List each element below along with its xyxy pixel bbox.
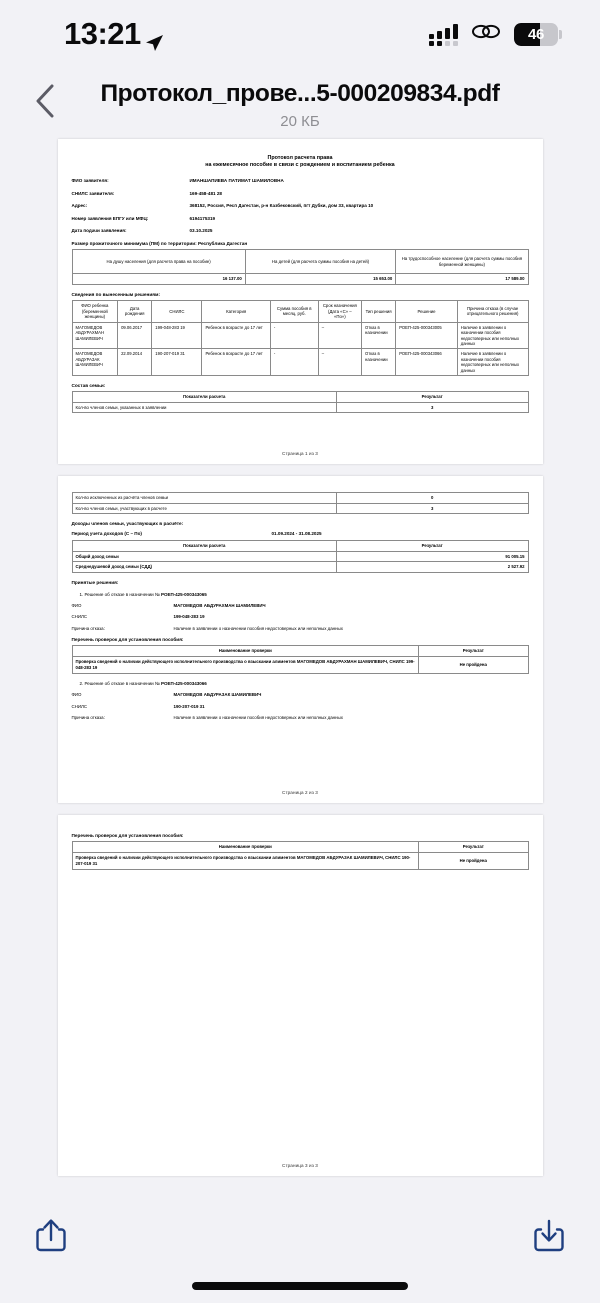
status-bar	[0, 0, 600, 68]
pm-header-0: На душу населения (для расчета права на пособие)	[72, 250, 245, 274]
field-snils-label: СНИЛС заявителя:	[71, 190, 115, 196]
table-header-row	[72, 392, 528, 403]
field-fio	[72, 178, 529, 184]
page-footer: Страница 2 из 3	[282, 790, 318, 795]
decision-2-snils-label: СНИЛС	[71, 703, 88, 709]
dec-cell-birth: 22.09.2014	[118, 349, 152, 376]
table-row	[72, 562, 528, 573]
location-arrow-icon	[144, 25, 164, 45]
family-cont-row-name: Кол-во членов семьи, участвующих в расчете	[72, 503, 336, 514]
decision-1-snils-value: 199-048-283 19	[173, 614, 205, 620]
decision-1-fio	[72, 603, 529, 609]
checks-header-1: Результат	[419, 842, 528, 853]
checks-table-1	[72, 645, 529, 674]
table-header-row	[72, 301, 528, 323]
table-header-row	[72, 646, 528, 657]
dec-cell-decision: РОЕП-425-000343066	[396, 349, 458, 376]
income-period	[72, 530, 529, 537]
decision-1-reason	[72, 626, 529, 632]
family-header-0: Показатели расчета	[72, 392, 336, 403]
checks-table-2	[72, 841, 529, 870]
dec-header-reason: Причина отказа (в случае отрицательного решения)	[457, 301, 528, 323]
decisions-table	[72, 300, 529, 376]
field-application-date-label: Дата подачи заявления:	[71, 228, 127, 233]
income-period-value: 01.09.2024 - 31.08.2025	[271, 531, 322, 537]
table-row	[72, 503, 528, 514]
dec-cell-term: –	[318, 322, 361, 349]
decision-block-1-title	[80, 591, 529, 598]
table-row	[72, 402, 528, 413]
table-row	[72, 852, 528, 869]
family-table	[72, 391, 529, 413]
document-title: Протокол расчета права на ежемесячное пособие в связи с рождением и воспитанием ребенка	[205, 155, 395, 168]
share-button[interactable]	[28, 1214, 74, 1260]
decision-1-snils-label: СНИЛС	[71, 614, 88, 620]
dec-cell-category: Ребенок в возрасте до 17 лет	[202, 349, 270, 376]
dec-cell-fio: МАГОМЕДОВ АБДУРАХМАН ШАМИЛЕВИЧ	[72, 322, 118, 349]
file-size-label: 20 КБ	[280, 113, 320, 130]
checks-heading-2: Перечень проверок для установления пособия:	[71, 833, 184, 838]
battery-level: 46	[527, 25, 545, 43]
dec-cell-type: Отказ в назначении	[362, 349, 396, 376]
dec-cell-reason: Наличие в заявлении о назначении пособия недостоверных или неполных данных	[457, 322, 528, 349]
nav-bar	[0, 68, 600, 134]
table-header-row	[72, 842, 528, 853]
dec-header-snils: СНИЛС	[152, 301, 202, 323]
table-row	[72, 657, 528, 674]
field-address-label: Адрес:	[71, 203, 88, 208]
dec-cell-category: Ребенок в возрасте до 17 лет	[202, 322, 270, 349]
field-snils-value: 169-458-481 28	[189, 190, 222, 196]
table-row	[72, 322, 528, 349]
decision-2-reason-value: Наличие в заявлении о назначении пособия недостоверных или неполных данных	[173, 715, 343, 721]
dec-cell-type: Отказ в назначении	[362, 322, 396, 349]
table-row	[72, 493, 528, 504]
field-address	[72, 203, 529, 209]
family-cont-row-value: 0	[336, 493, 528, 504]
dec-header-decision: Решение	[396, 301, 458, 323]
dec-header-category: Категория	[202, 301, 270, 323]
family-header-1: Результат	[336, 392, 528, 403]
dec-cell-amount: -	[270, 322, 318, 349]
family-heading: Состав семьи:	[71, 383, 106, 389]
pm-header-1: На детей (для расчета суммы пособия на детей)	[245, 250, 395, 274]
bottom-toolbar	[0, 1200, 600, 1303]
page-footer: Страница 3 из 3	[282, 1163, 318, 1168]
pdf-page-1	[58, 139, 543, 464]
income-period-label: Период учета доходов (С – По)	[71, 531, 142, 537]
table-header-row	[72, 541, 528, 552]
decision-1-snils	[72, 614, 529, 620]
page-title: Протокол_прове...5-000209834.pdf	[100, 80, 500, 107]
pdf-page-3	[58, 815, 543, 1176]
checks-header-0: Наименование проверки	[72, 842, 419, 853]
field-application-number-label: Номер заявления ЕПГУ или МФЦ:	[71, 215, 149, 221]
field-application-date-value: 03.10.2025	[189, 228, 213, 233]
income-row-value: 2 527.92	[336, 562, 528, 573]
pm-value-0: 16 137.00	[72, 274, 245, 285]
dec-cell-snils: 190-207-019 31	[152, 349, 202, 376]
status-bar-time: 13:21	[64, 16, 141, 51]
decision-1-prefix: 1. Решение об отказе в назначении №	[79, 591, 160, 597]
dec-cell-birth: 09.06.2017	[118, 322, 152, 349]
dec-cell-reason: Наличие в заявлении о назначении пособия недостоверных или неполных данных	[457, 349, 528, 376]
decision-block-2-title	[80, 680, 529, 687]
field-snils	[72, 191, 529, 197]
dec-header-type: Тип решения	[362, 301, 396, 323]
income-header-0: Показатели расчета	[72, 541, 336, 552]
pdf-viewer[interactable]	[0, 137, 600, 1200]
checks-heading-1: Перечень проверок для установления пособия:	[71, 637, 184, 643]
dec-cell-term: –	[318, 349, 361, 376]
pm-header-2: На трудоспособное население (для расчета суммы пособия беременной женщины)	[396, 250, 528, 274]
pm-table	[72, 249, 529, 285]
family-row-value: 3	[336, 402, 528, 413]
decision-2-code: РОЕП-425-000343066	[161, 681, 207, 687]
field-fio-label: ФИО заявителя:	[71, 178, 109, 183]
dec-cell-decision: РОЕП-425-000343005	[396, 322, 458, 349]
table-header-row	[72, 250, 528, 274]
check-2-name: Проверка сведений о наличии действующего исполнительного производства о взыскании алиментов МАГОМЕДОВ АБДУРАЗАК ШАМИЛЕВИЧ, СНИЛС 190-207-019 31	[72, 852, 419, 869]
decision-2-reason-label: Причина отказа:	[71, 715, 105, 721]
table-row	[72, 551, 528, 562]
pm-value-1: 15 653.00	[245, 274, 395, 285]
decisions-heading: Сведения по вынесенным решениям:	[71, 292, 161, 297]
family-cont-row-name: Кол-во исключенных из расчёта членов семьи	[72, 493, 336, 504]
dec-header-term: Срок назначения (Дата «С» – «По»)	[318, 301, 361, 323]
field-fio-value: ИМАНШАПИЕВА ПАТИМАТ ШАМИЛОВНА	[189, 178, 284, 183]
pdf-page-2	[58, 476, 543, 803]
family-table-continued	[72, 492, 529, 514]
income-row-value: 91 005.15	[336, 551, 528, 562]
check-2-result: Не пройдена	[419, 852, 528, 869]
income-header-1: Результат	[336, 541, 528, 552]
decision-1-reason-value: Наличие в заявлении о назначении пособия недостоверных или неполных данных	[173, 625, 343, 631]
field-application-date	[72, 228, 529, 234]
decision-1-code: РОЕП-425-000343065	[161, 591, 207, 597]
field-application-number-value: 6194175319	[189, 215, 216, 221]
dec-cell-amount: -	[270, 349, 318, 376]
dec-header-birth: Дата рождения	[118, 301, 152, 323]
table-row	[72, 349, 528, 376]
field-address-value: 368152, Россия, Респ Дагестан, р-н Казбековский, пгт Дубки, дом 33, квартира 10	[189, 203, 374, 208]
family-row-name: Кол-во членов семьи, указанных в заявлении	[72, 402, 336, 413]
income-heading: Доходы членов семьи, участвующих в расчёте:	[71, 521, 184, 527]
accepted-decisions-heading: Принятые решения:	[71, 579, 119, 585]
battery-icon	[514, 23, 562, 46]
dec-cell-snils: 199-048-283 19	[152, 322, 202, 349]
dec-header-fio: ФИО ребенка (беременной женщины)	[72, 301, 118, 323]
chain-link-icon	[471, 23, 501, 45]
save-button[interactable]	[526, 1214, 572, 1260]
family-cont-row-value: 3	[336, 503, 528, 514]
decision-2-fio	[72, 692, 529, 698]
decision-2-snils	[72, 704, 529, 710]
decision-2-prefix: 2. Решение об отказе в назначении №	[79, 681, 160, 687]
decision-2-fio-value: МАГОМЕДОВ АБДУРАЗАК ШАМИЛЕВИЧ	[173, 692, 262, 698]
decision-2-fio-label: ФИО	[71, 692, 82, 698]
dec-header-amount: Сумма пособия в месяц, руб.	[270, 301, 318, 323]
decision-2-reason	[72, 715, 529, 721]
dec-cell-fio: МАГОМЕДОВ АБДУРАЗАК ШАМИЛЕВИЧ	[72, 349, 118, 376]
decision-2-snils-value: 190-207-019 31	[173, 703, 205, 709]
pm-heading: Размер прожиточного минимума (ПМ) по территории: Республика Дагестан	[71, 241, 248, 246]
home-indicator[interactable]	[192, 1282, 408, 1290]
income-row-name: Среднедушевой доход семьи (СДД)	[72, 562, 336, 573]
decision-1-reason-label: Причина отказа:	[71, 625, 105, 631]
download-save-icon	[532, 1216, 566, 1259]
back-button[interactable]	[28, 82, 62, 120]
income-row-name: Общий доход семьи	[72, 551, 336, 562]
decision-1-fio-value: МАГОМЕДОВ АБДУРАХМАН ШАМИЛЕВИЧ	[173, 602, 266, 608]
income-table	[72, 540, 529, 573]
status-bar-time-group	[64, 16, 164, 52]
field-application-number	[72, 216, 529, 222]
chevron-left-icon	[34, 83, 56, 119]
cellular-signal-icon	[429, 23, 458, 46]
share-upload-icon	[34, 1216, 68, 1259]
pm-value-2: 17 589.00	[396, 274, 528, 285]
check-1-name: Проверка сведений о наличии действующего исполнительного производства о взыскании алиментов МАГОМЕДОВ АБДУРАХМАН ШАМИЛЕВИЧ, СНИЛС 199-048-283 19	[72, 657, 419, 674]
check-1-result: Не пройдена	[419, 657, 528, 674]
page-footer: Страница 1 из 3	[282, 451, 318, 456]
checks-header-0: Наименование проверки	[72, 646, 419, 657]
decision-1-fio-label: ФИО	[71, 602, 82, 608]
checks-header-1: Результат	[419, 646, 528, 657]
status-bar-indicators	[429, 23, 562, 46]
table-row	[72, 274, 528, 285]
